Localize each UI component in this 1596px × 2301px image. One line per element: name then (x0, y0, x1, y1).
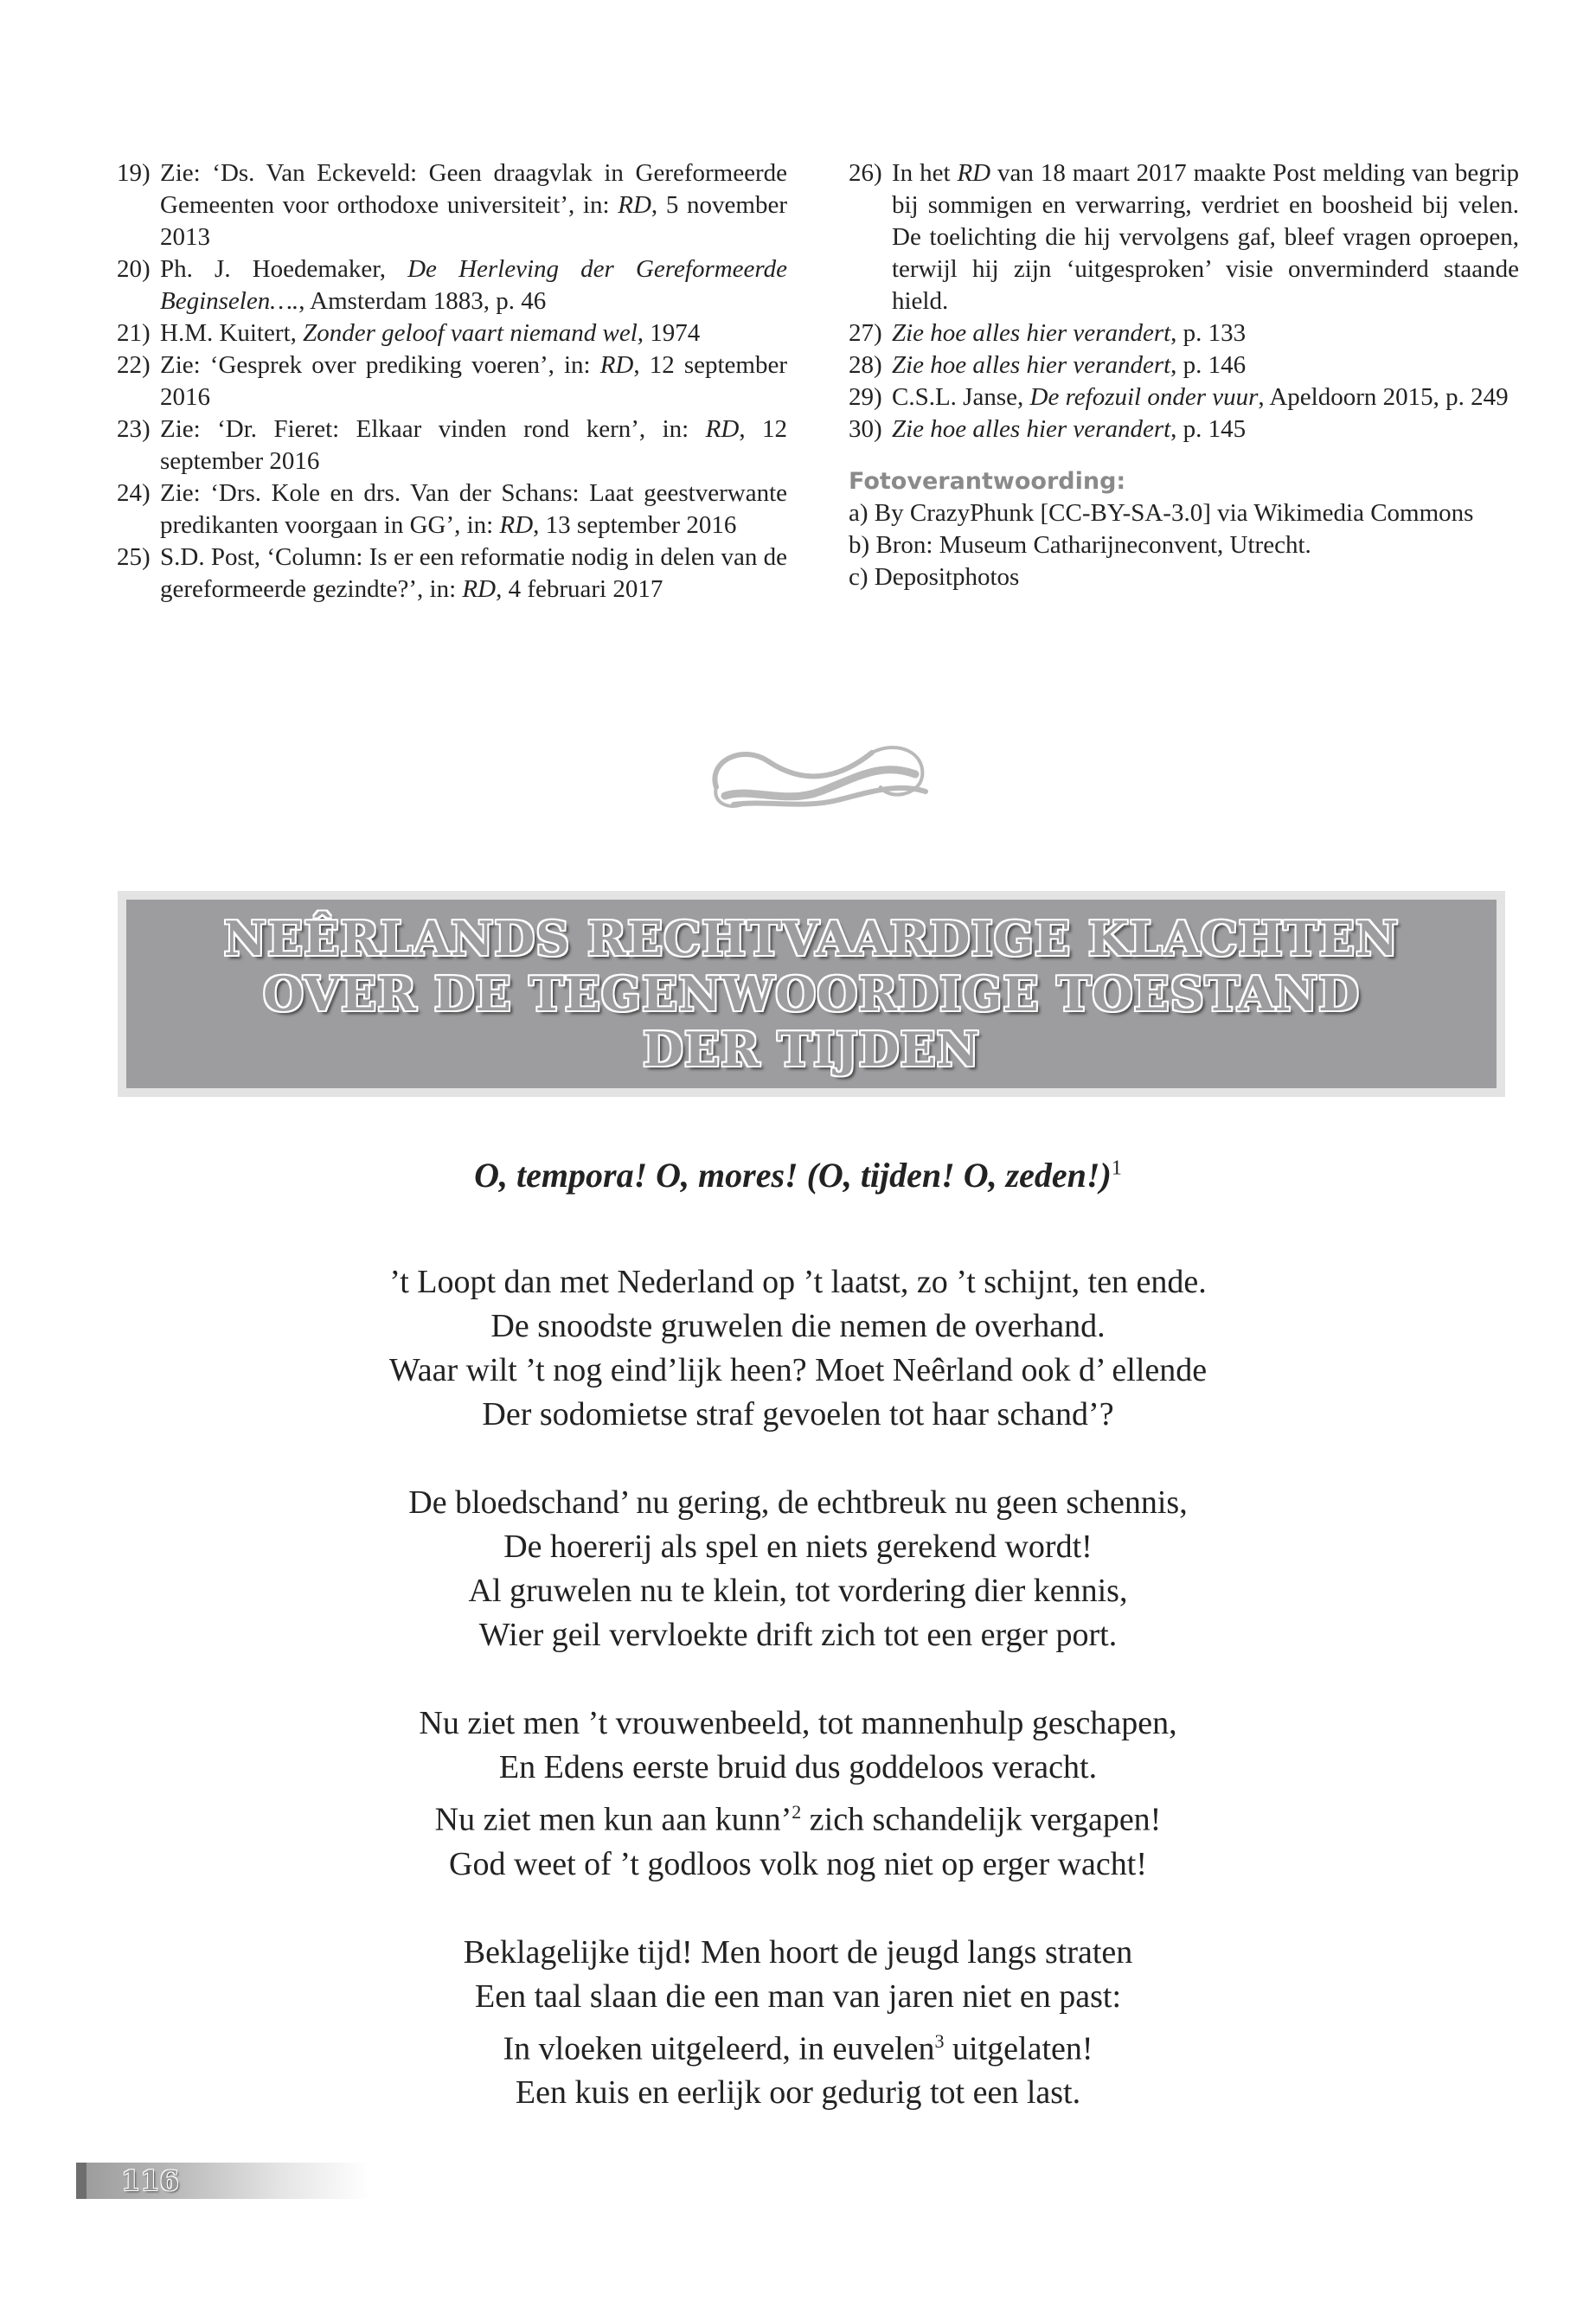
footnote-text: Zie: ‘Dr. Fieret: Elkaar vinden rond kern’, in: RD, 12 september 2016 (160, 415, 788, 475)
footnote-text: Zie: ‘Drs. Kole en drs. Van der Schans: Laat geestverwante predikanten voorgaan in GG’, in: RD, 13 september 2016 (160, 479, 787, 539)
poem-stanza (0, 1260, 1596, 1437)
footnote (117, 349, 787, 413)
page-number-bar (76, 2163, 370, 2199)
poem-line: En Edens eerste bruid dus goddeloos veracht. (498, 1749, 1098, 1785)
poem (0, 1260, 1596, 2159)
footnote-number: 19) (117, 159, 151, 187)
footnote (117, 478, 787, 542)
footnotes-right (849, 157, 1519, 593)
credit-item: a) By CrazyPhunk [CC-BY-SA-3.0] via Wikimedia Commons (849, 499, 1474, 527)
poem-stanza (0, 1481, 1596, 1657)
footnote (849, 381, 1519, 413)
poem-line: Waar wilt ’t nog eind’lijk heen? Moet Neêrland ook d’ ellende (388, 1352, 1208, 1388)
footnote (117, 413, 787, 478)
footnote (117, 253, 787, 317)
page-number: 116 (121, 2164, 179, 2197)
banner-title-line: OVER DE TEGENWOORDIGE TOESTAND (262, 966, 1361, 1022)
poem-line: Wier geil vervloekte drift zich tot een erger port. (478, 1617, 1118, 1653)
credits-title: Fotoverantwoording: (849, 468, 1126, 495)
footnote-text: Zie hoe alles hier verandert, p. 133 (892, 319, 1247, 347)
footnote-text: Zie: ‘Gesprek over prediking voeren’, in: RD, 12 september 2016 (160, 351, 787, 411)
poem-line: Al gruwelen nu te klein, tot vordering dier kennis, (468, 1573, 1128, 1609)
poem-line: Nu ziet men ’t vrouwenbeeld, tot mannenhulp geschapen, (419, 1705, 1177, 1741)
footnote-number: 29) (849, 383, 882, 411)
footnote-text: Ph. J. Hoedemaker, De Herleving der Gereformeerde Beginselen…., Amsterdam 1883, p. 46 (160, 255, 787, 315)
footnote-number: 24) (117, 479, 151, 507)
banner-title-line: DER TIJDEN (642, 1022, 980, 1077)
poem-subtitle: O, tempora! O, mores! (O, tijden! O, zeden!)$^1$ (474, 1156, 1122, 1195)
footnote-number: 20) (117, 255, 151, 283)
title-banner (118, 891, 1505, 1097)
poem-line: Der sodomietse straf gevoelen tot haar schand’? (482, 1396, 1114, 1433)
footnote-text: H.M. Kuitert, Zonder geloof vaart niemand wel, 1974 (160, 319, 701, 347)
poem-stanza (0, 1702, 1596, 1887)
footnote-text: Zie hoe alles hier verandert, p. 145 (892, 415, 1247, 443)
poem-line: God weet of ’t godloos volk nog niet op erger wacht! (449, 1845, 1147, 1882)
footnote-text: C.S.L. Janse, De refozuil onder vuur, Apeldoorn 2015, p. 249 (892, 383, 1509, 411)
banner-title-line: NEÊRLANDS RECHTVAARDIGE KLACHTEN (223, 911, 1400, 966)
poem-line: In vloeken uitgeleerd, in euvelen$^3$ uitgelaten! (503, 2029, 1093, 2067)
poem-line: De snoodste gruwelen die nemen de overhand. (490, 1308, 1106, 1344)
footnote-text: In het RD van 18 maart 2017 maakte Post melding van begrip bij sommigen en verwarring, verdriet en boosheid bij velen. De toelichting die hij vervolgens gaf, bleef vragen oproepen, terwijl hij zijn ‘uitgesproken’ visie onverminderd staande hield. (892, 159, 1519, 315)
footnote-number: 27) (849, 319, 882, 347)
footnote (117, 317, 787, 349)
page-bar-edge (76, 2163, 87, 2199)
footnote (117, 542, 787, 606)
flourish-ornament-icon (699, 727, 941, 822)
poem-line: ’t Loopt dan met Nederland op ’t laatst, zo ’t schijnt, ten ende. (389, 1264, 1207, 1300)
poem-line: Een taal slaan die een man van jaren niet en past: (474, 1977, 1121, 2015)
footnote (849, 413, 1519, 445)
footnote-number: 26) (849, 159, 882, 187)
credit-item: c) Depositphotos (849, 563, 1020, 591)
footnote-ref: 1 (1111, 1157, 1122, 1180)
footnote-text: Zie: ‘Ds. Van Eckeveld: Geen draagvlak in Gereformeerde Gemeenten voor orthodoxe universiteit’, in: RD, 5 november 2013 (160, 159, 787, 251)
footnote-number: 21) (117, 319, 151, 347)
footnotes-left (117, 157, 787, 606)
footnote (117, 157, 787, 253)
poem-line: Een kuis en eerlijk oor gedurig tot een last. (515, 2074, 1081, 2112)
footnote-number: 25) (117, 543, 151, 571)
footnote (849, 157, 1519, 317)
poem-line: De bloedschand’ nu gering, de echtbreuk nu geen schennis, (408, 1484, 1188, 1521)
footnote-text: S.D. Post, ‘Column: Is er een reformatie nodig in delen van de gereformeerde gezindte?’, in: RD, 4 februari 2017 (160, 543, 787, 603)
footnote-number: 28) (849, 351, 882, 379)
poem-stanza (0, 1931, 1596, 2116)
poem-line: De hoererij als spel en niets gerekend wordt! (503, 1529, 1093, 1565)
footnote (849, 349, 1519, 381)
footnote-text: Zie hoe alles hier verandert, p. 146 (892, 351, 1247, 379)
poem-line: Nu ziet men kun aan kunn’$^2$ zich schandelijk vergapen! (434, 1801, 1162, 1838)
footnote-number: 22) (117, 351, 151, 379)
credit-item: b) Bron: Museum Catharijneconvent, Utrecht. (849, 531, 1311, 559)
footnote-number: 30) (849, 415, 882, 443)
footnote (849, 317, 1519, 349)
footnote-number: 23) (117, 415, 151, 443)
poem-line: Beklagelijke tijd! Men hoort de jeugd langs straten (463, 1933, 1133, 1971)
